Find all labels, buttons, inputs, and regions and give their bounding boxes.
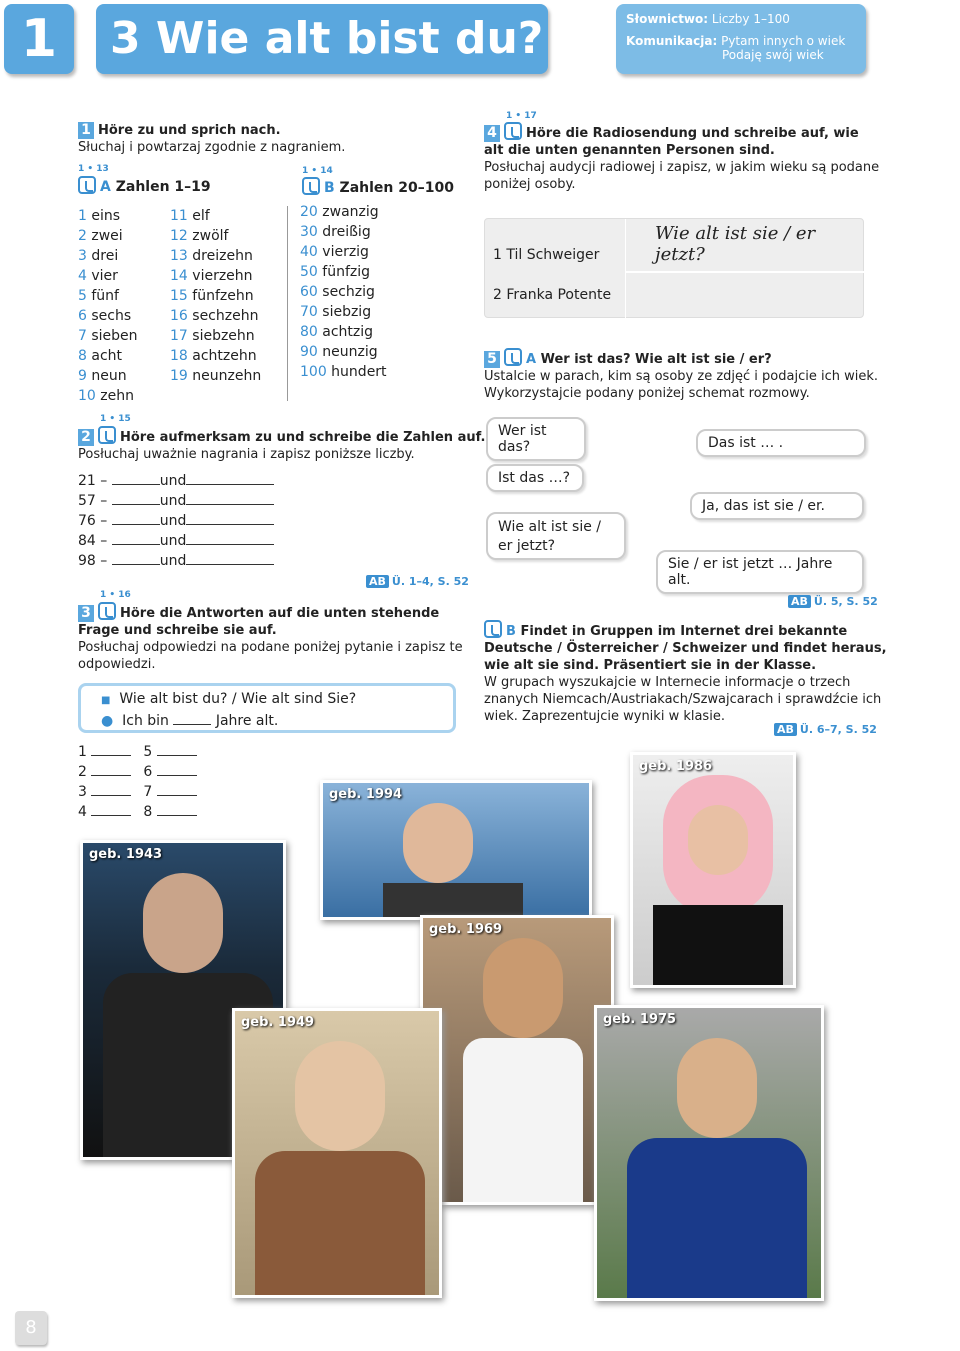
comm-label: Komunikacja: — [626, 34, 718, 48]
ex2-blanks — [78, 471, 274, 571]
number-item: 70 siebzig — [300, 304, 372, 320]
number-item: 90 neunzig — [300, 344, 378, 360]
number-item: 14 vierzehn — [170, 268, 253, 284]
number-item: 9 neun — [78, 368, 127, 384]
audio-icon — [98, 426, 116, 444]
page-title: 3 Wie alt bist du? — [96, 4, 548, 74]
photo-1943: geb. 1943 — [80, 840, 286, 1160]
zahlen-b-header: B Zahlen 20–100 — [302, 177, 454, 198]
answer-row: 3 7 — [78, 782, 197, 802]
blank-row: 98 – und — [78, 551, 274, 571]
number-item: 40 vierzig — [300, 244, 369, 260]
photo-1975: geb. 1975 — [594, 1005, 824, 1301]
face-shape — [295, 1041, 385, 1151]
blank-row: 57 – und — [78, 491, 274, 511]
face-shape — [143, 873, 223, 973]
handwritten-heading: Wie alt ist sie / er jetzt? — [655, 223, 816, 265]
vocab-value: Liczby 1–100 — [711, 12, 790, 26]
person-2: 2 Franka Potente — [493, 287, 612, 303]
bubble-das-ist: Das ist … . — [696, 429, 866, 457]
number-item: 60 sechzig — [300, 284, 375, 300]
number-item: 12 zwölf — [170, 228, 229, 244]
zahlen-a-header: A Zahlen 1–19 — [78, 176, 211, 197]
numbers-1-10 — [78, 206, 158, 406]
number-item: 4 vier — [78, 268, 118, 284]
bubble-wer-ist-das: Wer ist das? — [486, 417, 586, 461]
ab-reference-5b: AB Ü. 6–7, S. 52 — [774, 718, 877, 737]
number-item: 19 neunzehn — [170, 368, 262, 384]
question-text: Wie alt bist du? / Wie alt sind Sie? — [119, 691, 357, 707]
table-divider — [625, 219, 626, 319]
blank-row: 84 – und — [78, 531, 274, 551]
exercise-1-header — [78, 122, 345, 156]
blank-row: 21 – und — [78, 471, 274, 491]
number-item: 11 elf — [170, 208, 210, 224]
blank-row: 76 – und — [78, 511, 274, 531]
photo-1969: geb. 1969 — [420, 915, 614, 1205]
exercise-number: 5 — [484, 351, 500, 368]
track-a: 1 • 13 — [78, 164, 109, 174]
face-shape — [483, 938, 563, 1038]
bubble-ja-das-ist: Ja, das ist sie / er. — [690, 492, 864, 520]
number-item: 16 sechzehn — [170, 308, 259, 324]
number-item: 10 zehn — [78, 388, 134, 404]
numbers-20-100 — [300, 202, 420, 382]
speak-icon — [484, 620, 502, 638]
ex3-answer-blanks — [78, 742, 197, 822]
speak-icon — [504, 348, 522, 366]
number-item: 30 dreißig — [300, 224, 371, 240]
divider — [287, 206, 288, 401]
ex1-title: Höre zu und sprich nach. — [98, 123, 281, 138]
face-shape — [677, 1038, 757, 1138]
audio-icon — [302, 177, 320, 195]
track-3: 1 • 16 — [100, 590, 131, 600]
radio-table — [484, 218, 864, 318]
person-1: 1 Til Schweiger — [493, 247, 600, 263]
photo-1949: geb. 1949 — [232, 1008, 442, 1298]
info-box — [616, 4, 866, 74]
ab-reference: AB Ü. 1–4, S. 52 — [366, 570, 469, 589]
bubble-wie-alt: Wie alt ist sie / er jetzt? — [486, 512, 626, 560]
number-item: 15 fünfzehn — [170, 288, 254, 304]
number-item: 18 achtzehn — [170, 348, 257, 364]
number-item: 2 zwei — [78, 228, 123, 244]
exercise-5-header: 5 A Wer ist das? Wie alt ist sie / er? Ustalcie w parach, kim są osoby ze zdjęć i podajcie ich wiek. Wykorzystajcie podany poniżej schemat rozmowy. — [484, 348, 878, 402]
number-item: 5 fünf — [78, 288, 119, 304]
chapter-number: 1 — [4, 4, 74, 74]
ex2-subtitle: Posłuchaj uważnie nagrania i zapisz poniższe liczby. — [78, 447, 415, 462]
photo-1994: geb. 1994 — [320, 780, 592, 920]
exercise-3-header: 3 Höre die Antworten auf die unten stehende Frage und schreibe sie auf. Posłuchaj odpowiedzi na podane poniżej pytanie i zapisz te odpowiedzi. — [78, 602, 463, 673]
table-row-line — [625, 271, 865, 273]
number-item: 80 achtzig — [300, 324, 374, 340]
number-item: 1 eins — [78, 208, 121, 224]
number-item: 50 fünfzig — [300, 264, 371, 280]
page-number: 8 — [15, 1311, 47, 1345]
comm-value-2: Podaję swój wiek — [722, 48, 824, 62]
face-shape — [688, 805, 748, 875]
bubble-ist-das: Ist das …? — [486, 464, 584, 492]
jersey-shape — [627, 1138, 807, 1301]
audio-icon — [78, 176, 96, 194]
exercise-number: 3 — [78, 605, 94, 622]
vocab-label: Słownictwo: — [626, 12, 709, 26]
exercise-number: 2 — [78, 429, 94, 446]
number-item: 13 dreizehn — [170, 248, 253, 264]
number-item: 3 drei — [78, 248, 119, 264]
exercise-number: 4 — [484, 125, 500, 142]
ex1-subtitle: Słuchaj i powtarzaj zgodnie z nagraniem. — [78, 140, 346, 155]
answer-row: 1 5 — [78, 742, 197, 762]
body-shape — [653, 905, 783, 988]
answer-row: 2 6 — [78, 762, 197, 782]
number-item: 6 sechs — [78, 308, 132, 324]
audio-icon — [98, 602, 116, 620]
numbers-11-19 — [170, 206, 280, 386]
body-shape — [255, 1151, 425, 1298]
exercise-number: 1 — [78, 122, 94, 139]
photo-1986: geb. 1986 — [630, 752, 796, 988]
audio-icon — [504, 122, 522, 140]
ab-reference-5: AB Ü. 5, S. 52 — [788, 590, 878, 609]
number-item: 8 acht — [78, 348, 123, 364]
number-item: 20 zwanzig — [300, 204, 379, 220]
answer-row: 4 8 — [78, 802, 197, 822]
track-b: 1 • 14 — [302, 166, 333, 176]
track-2: 1 • 15 — [100, 414, 131, 424]
number-item: 17 siebzehn — [170, 328, 255, 344]
face-shape — [403, 803, 473, 883]
question-box: ■ Wie alt bist du? / Wie alt sind Sie? ● Ich bin Jahre alt. — [78, 683, 456, 733]
track-4: 1 • 17 — [506, 111, 537, 121]
exercise-5b: B Findet in Gruppen im Internet drei bekannte Deutsche / Österreicher / Schweizer und findet heraus, wie alt sie sind. Präsentiert sie in der Klasse. W grupach wyszukajcie w Internecie informacje o trzech znanych Niemcach/Austriakach/Szwajcarach i sprawdźcie ich wiek. Zaprezentujcie wyniki w klasie. — [484, 620, 887, 725]
exercise-4-header: 4 Höre die Radiosendung und schreibe auf, wie alt die unten genannten Personen sind. Posłuchaj audycji radiowej i zapisz, w jakim wieku są podane poniżej osoby. — [484, 122, 879, 193]
bubble-jahre-alt: Sie / er ist jetzt … Jahre alt. — [656, 550, 864, 594]
dress-shape — [463, 1038, 583, 1205]
number-item: 100 hundert — [300, 364, 387, 380]
exercise-2-header: 2 Höre aufmerksam zu und schreibe die Zahlen auf. Posłuchaj uważnie nagrania i zapisz poniższe liczby. — [78, 426, 486, 463]
number-item: 7 sieben — [78, 328, 138, 344]
comm-value-1: Pytam innych o wiek — [721, 34, 846, 48]
